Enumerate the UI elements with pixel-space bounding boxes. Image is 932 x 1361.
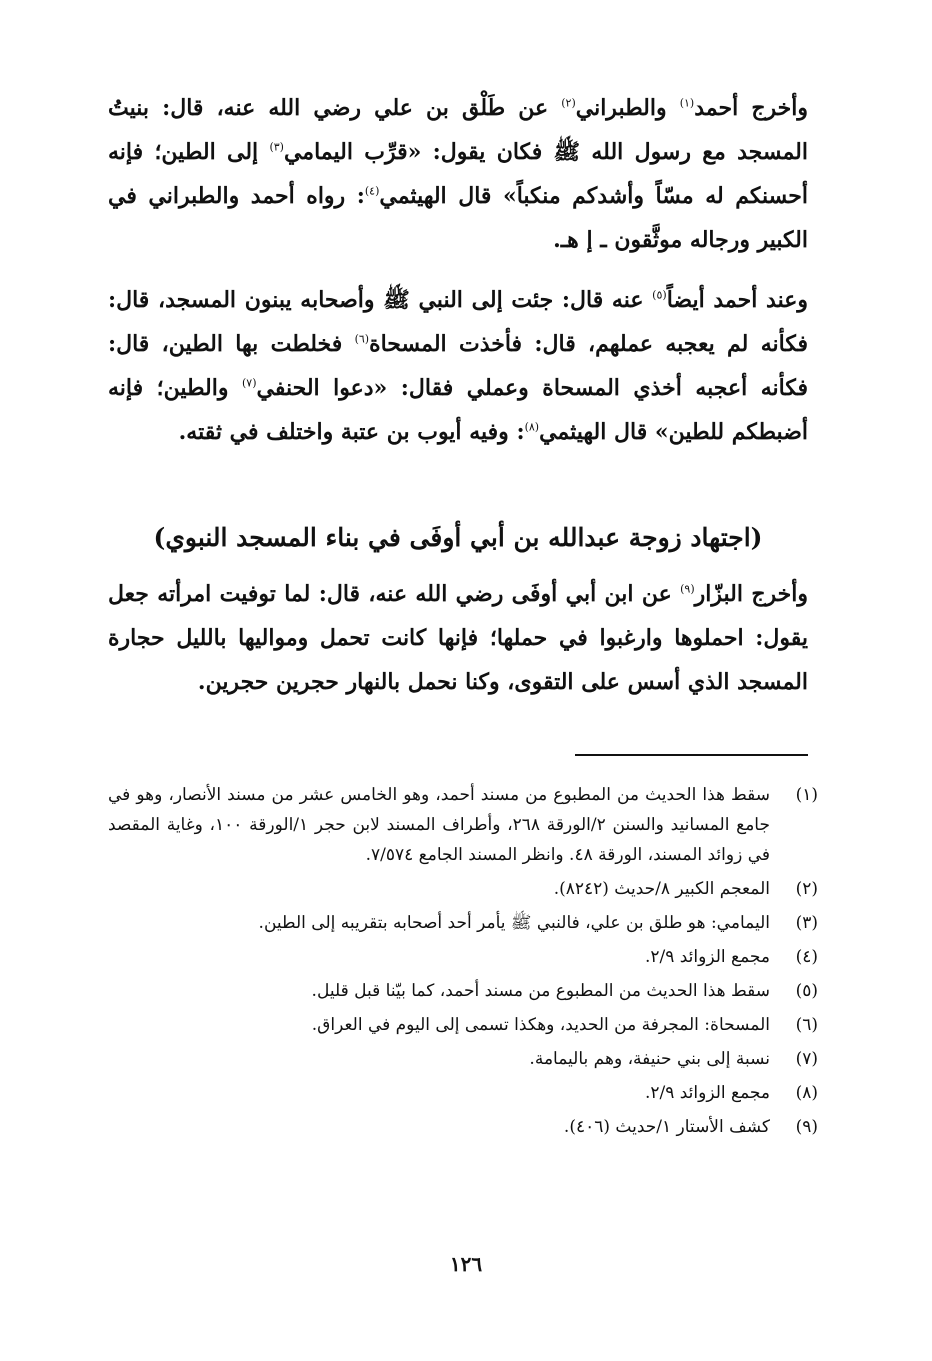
paragraph-1-text: وأخرج أحمد [694,95,808,121]
footnote-text: مجمع الزوائد ٢/٩. [644,947,770,967]
footnote-item [108,874,818,904]
footnote-text: المعجم الكبير ٨/حديث (٨٢٤٢). [553,879,770,899]
footnote-item [108,780,818,870]
footnote-number: (٢) [795,879,818,899]
paragraph-2-text: : وفيه أيوب بن عتبة واختلف في ثقته. [178,419,525,445]
footnote-number: (٦) [795,1015,818,1035]
paragraph-2-text: فخلطت بها الطين، قال: فكأنه أعجبه أخذي المسحاة وعملي فقال: «دعوا الحنفي [108,331,808,401]
footnote-number: (٣) [795,913,818,933]
footnote-text: مجمع الزوائد ٢/٩. [644,1083,770,1103]
footnote-item [108,1010,818,1040]
footnote-item [108,1112,818,1142]
footnote-item [108,908,818,938]
footnote-ref-4[interactable]: (٤) [364,184,380,198]
footnote-number: (٤) [795,947,818,967]
paragraph-3 [108,572,808,704]
footnote-ref-9[interactable]: (٩) [680,582,695,596]
paragraph-1-text: عن طَلْق بن علي رضي الله عنه، قال: بنيتُ المسجد مع رسول الله ﷺ فكان يقول: «قرِّب اليمامي [108,95,808,165]
footnote-number: (٥) [795,981,818,1001]
footnote-separator [575,754,808,756]
footnotes-list [108,780,818,1146]
footnote-item [108,942,818,972]
footnote-text: كشف الأستار ١/حديث (٤٠٦). [563,1117,770,1137]
page-number: ١٢٦ [449,1252,483,1276]
footnote-item [108,1078,818,1108]
footnote-item [108,976,818,1006]
paragraph-2-text: وعند أحمد أيضاً [666,287,808,313]
paragraph-1-text: إلى الطين؛ فإنه أحسنكم له مسّاً وأشدكم منكباً» قال الهيثمي [108,139,809,209]
footnote-text: نسبة إلى بني حنيفة، وهم باليمامة. [529,1049,770,1069]
paragraph-2 [108,278,808,454]
footnote-text: سقط هذا الحديث من المطبوع من مسند أحمد، وهو الخامس عشر من مسند الأنصار، وهو في جامع المسانيد والسنن ٢/الورقة ٢٦٨، وأطراف المسند لابن حجر ١/الورقة ١٠٠، وغاية المقصد في زوائد المسند، الورقة ٤٨. وانظر المسند الجامع ٧/٥٧٤. [108,785,770,865]
footnote-text: المسحاة: المجرفة من الحديد، وهكذا تسمى إلى اليوم في العراق. [311,1015,770,1035]
footnote-ref-8[interactable]: (٨) [524,420,540,434]
footnote-number: (٩) [795,1117,818,1137]
footnote-ref-1[interactable]: (١) [679,96,695,110]
paragraph-3-text: عن ابن أبي أوفَى رضي الله عنه، قال: لما توفيت امرأته جعل يقول: احملوها وارغبوا في حملها؛ فإنها كانت تحمل ومواليها بالليل حجارة المسجد الذي أسس على التقوى، وكنا نحمل بالنهار حجرين حجرين. [108,581,808,695]
footnote-number: (٨) [795,1083,818,1103]
footnote-ref-6[interactable]: (٦) [354,332,370,346]
paragraph-1 [108,86,808,262]
paragraph-3-text: وأخرج البزّار [694,581,809,607]
section-heading: (اجتهاد زوجة عبدالله بن أبي أوفَى في بناء المسجد النبوي) [153,523,763,552]
footnote-number: (٧) [795,1049,818,1069]
footnote-ref-5[interactable]: (٥) [652,288,667,302]
footnote-text: سقط هذا الحديث من المطبوع من مسند أحمد، كما بيّنا قبل قليل. [311,981,770,1001]
paragraph-2-text: عنه قال: جئت إلى النبي ﷺ وأصحابه يبنون المسجد، قال: فكأنه لم يعجبه عملهم، قال: فأخذت المسحاة [108,287,808,357]
paragraph-2-text: والطين؛ فإنه أضبطكم للطين» قال الهيثمي [108,375,808,445]
footnote-ref-2[interactable]: (٢) [561,96,576,110]
paragraph-1-text: : رواه أحمد والطبراني في الكبير ورجاله موثَّقون ـ إ هـ. [108,183,808,253]
footnote-number: (١) [795,785,818,805]
footnote-item [108,1044,818,1074]
footnote-ref-3[interactable]: (٣) [269,140,284,154]
paragraph-1-text: والطبراني [575,95,680,121]
footnote-text: اليمامي: هو طلق بن علي، فالنبي ﷺ يأمر أحد أصحابه بتقريبه إلى الطين. [258,913,770,933]
footnote-ref-7[interactable]: (٧) [242,376,257,390]
